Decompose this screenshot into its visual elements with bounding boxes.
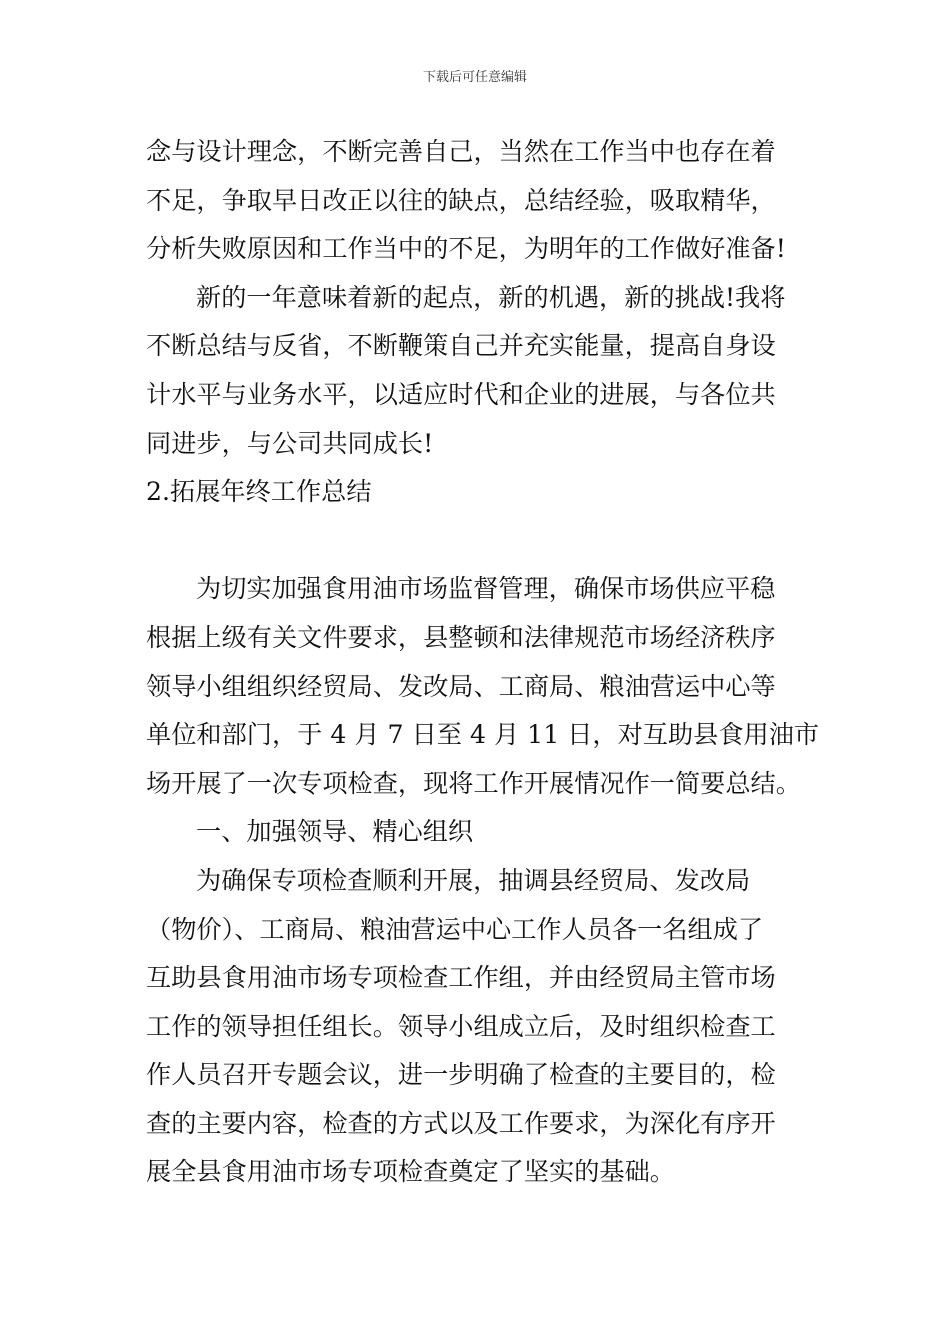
page-header: 下载后可任意编辑 (422, 70, 527, 85)
text-line: 领导小组组织经贸局、发改局、工商局、粮油营运中心等 (146, 671, 776, 701)
text-line: 念与设计理念，不断完善自己，当然在工作当中也存在着 (146, 137, 776, 166)
text-line: 场开展了一次专项检查，现将工作开展情况作一简要总结。 (146, 768, 801, 798)
text-line: 不足，争取早日改正以往的缺点，总结经验，吸取精华， (146, 185, 776, 215)
text-line: 同进步，与公司共同成长! (146, 428, 434, 458)
text-line: 查的主要内容，检查的方式以及工作要求，为深化有序开 (146, 1108, 776, 1138)
paragraph-start-line: 新的一年意味着新的起点，新的机遇，新的挑战!我将 (196, 282, 786, 312)
text-line: 不断总结与反省，不断鞭策自己并充实能量，提高自身设 (146, 331, 776, 361)
text-line: 根据上级有关文件要求，县整顿和法律规范市场经济秩序 (146, 622, 776, 652)
text-line: （物价）、工商局、粮油营运中心工作人员各一名组成了 (146, 914, 764, 944)
text-line: 分析失败原因和工作当中的不足，为明年的工作做好准备! (146, 234, 786, 264)
paragraph-start-line: 为切实加强食用油市场监督管理，确保市场供应平稳 (196, 574, 776, 604)
text-line: 展全县食用油市场专项检查奠定了坚实的基础。 (146, 1157, 675, 1187)
text-line: 互助县食用油市场专项检查工作组，并由经贸局主管市场 (146, 963, 776, 993)
text-line: 计水平与业务水平，以适应时代和企业的进展，与各位共 (146, 379, 776, 409)
text-line: 工作的领导担任组长。领导小组成立后，及时组织检查工 (146, 1011, 776, 1041)
text-line: 作人员召开专题会议，进一步明确了检查的主要目的，检 (146, 1060, 776, 1090)
section-heading: 2.拓展年终工作总结 (146, 477, 372, 507)
text-line: 单位和部门，于 4 月 7 日至 4 月 11 日，对互助县食用油市 (146, 720, 820, 750)
document-body (146, 128, 820, 1197)
subsection-heading: 一、加强领导、精心组织 (196, 817, 474, 847)
blank-line (146, 517, 806, 566)
paragraph-start-line: 为确保专项检查顺利开展，抽调县经贸局、发改局 (196, 865, 751, 895)
